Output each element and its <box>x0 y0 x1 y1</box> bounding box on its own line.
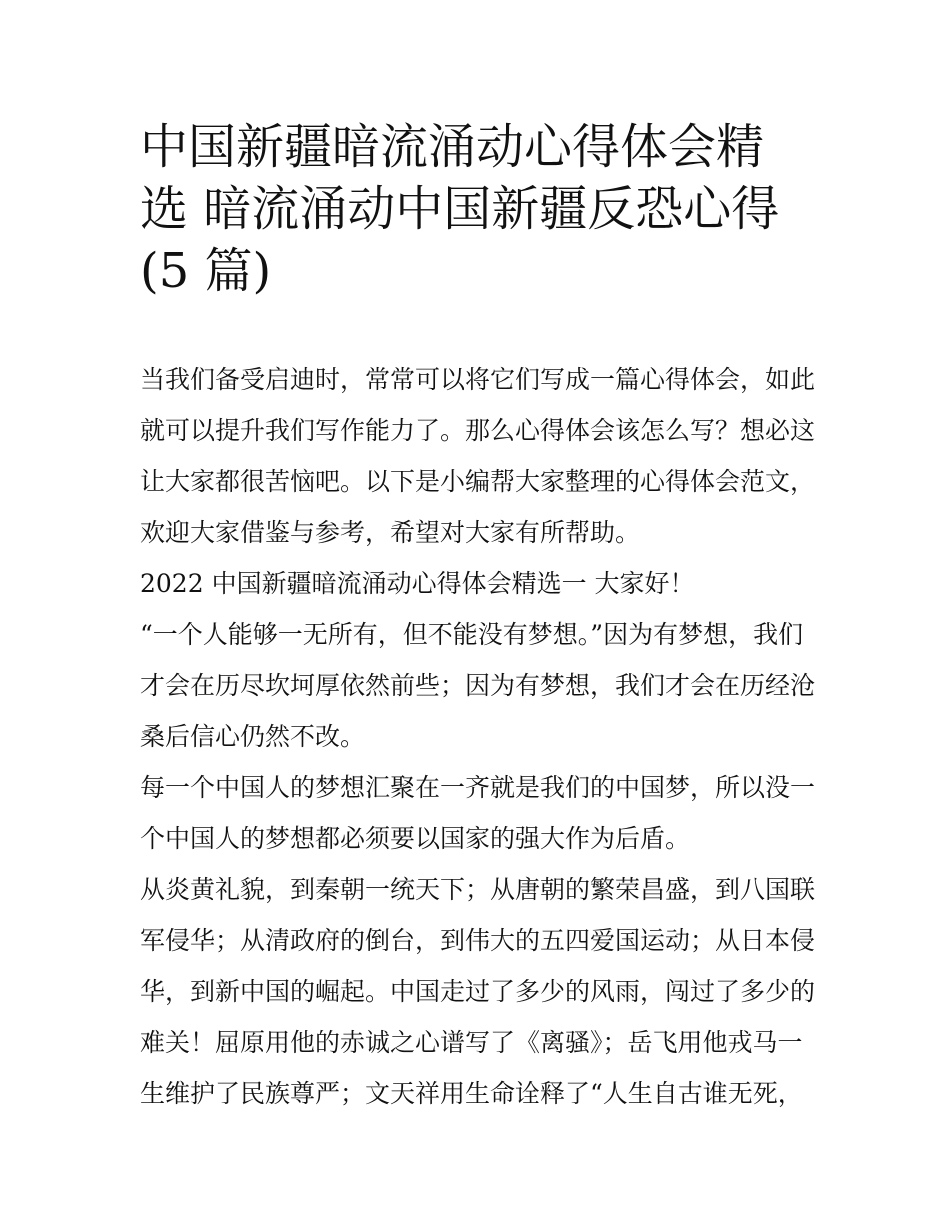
paragraph-dream-quote: “一个人能够一无所有，但不能没有梦想。”因为有梦想，我们 才会在历尽坎坷厚依然前些；因为有梦想，我们才会在历经沧 桑后信心仍然不改。 <box>140 620 816 751</box>
document-title: 中国新疆暗流涌动心得体会精 选 暗流涌动中国新疆反恐心得 (5 篇) <box>140 119 780 299</box>
paragraph-china-dream: 每一个中国人的梦想汇聚在一齐就是我们的中国梦，所以没一 个中国人的梦想都必须要以国家的强大作为后盾。 <box>140 773 816 853</box>
document-body <box>140 354 820 1119</box>
paragraph-intro: 当我们备受启迪时，常常可以将它们写成一篇心得体会，如此 就可以提升我们写作能力了。那么心得体会该怎么写？想必这 让大家都很苦恼吧。以下是小编帮大家整理的心得体会范文， 欢迎大家借鉴与参考，希望对大家有所帮助。 <box>140 365 816 547</box>
paragraph-history: 从炎黄礼貌，到秦朝一统天下；从唐朝的繁荣昌盛，到八国联 军侵华；从清政府的倒台，到伟大的五四爱国运动；从日本侵 华，到新中国的崛起。中国走过了多少的风雨，闯过了多少的 难关！屈原用他的赤诚之心谱写了《离骚》；岳飞用他戎马一 生维护了民族尊严；文天祥用生命诠释了“人生自古谁无死， <box>140 875 816 1108</box>
paragraph-section-heading: 2022 中国新疆暗流涌动心得体会精选一 大家好！ <box>140 569 695 598</box>
